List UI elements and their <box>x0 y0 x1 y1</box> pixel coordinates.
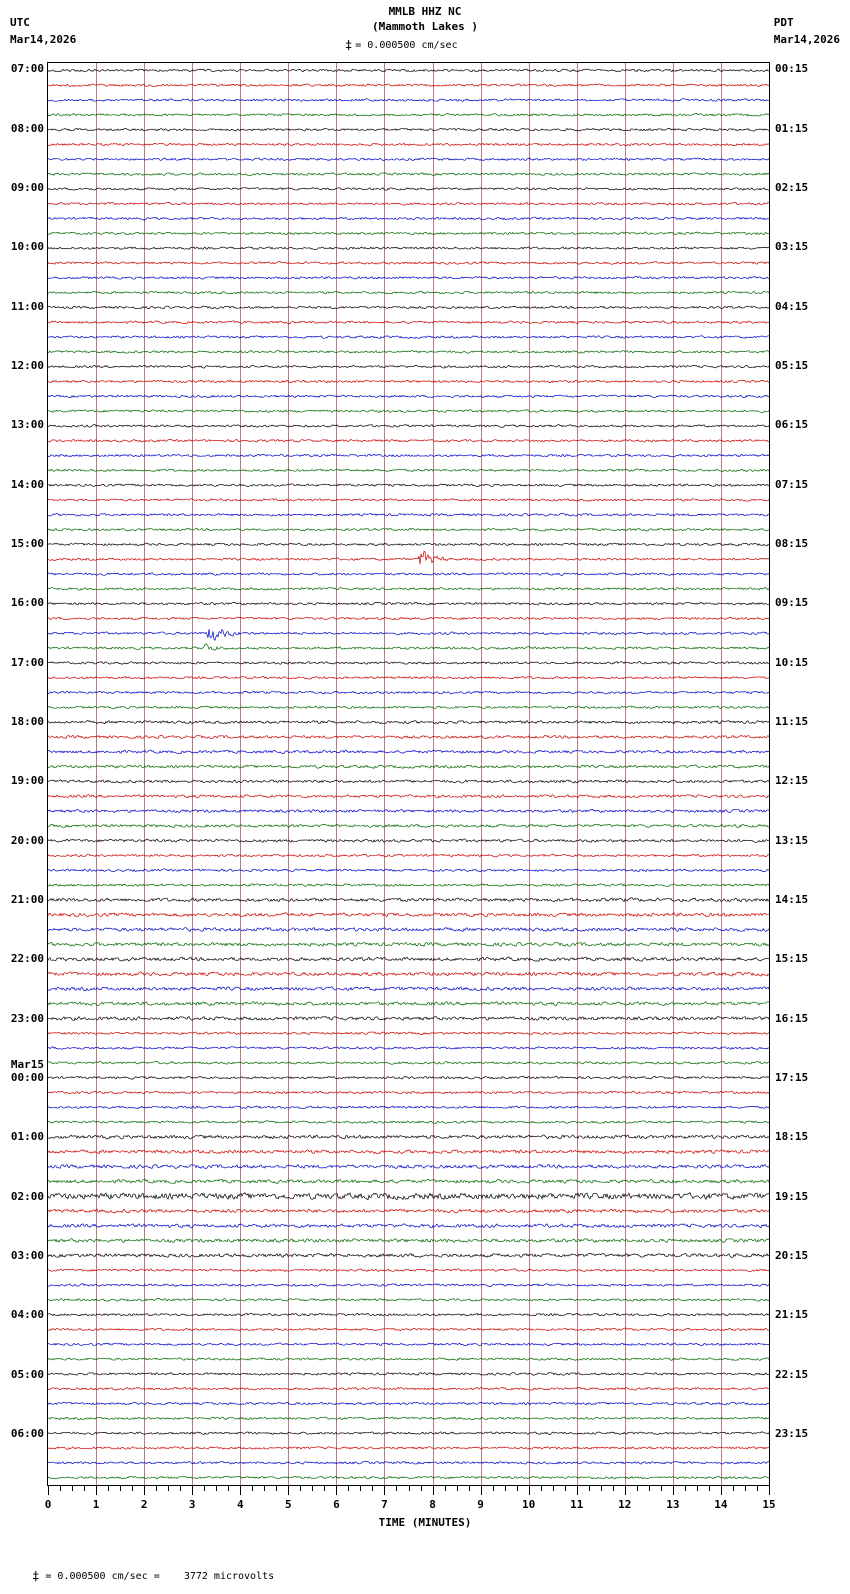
left-time-label: 05:00 <box>10 1367 44 1381</box>
x-axis-minor-tick <box>156 1486 157 1491</box>
seismic-traces <box>48 63 769 1485</box>
x-axis-tick-label: 10 <box>522 1498 536 1511</box>
x-axis-tick-label: 11 <box>570 1498 584 1511</box>
trace-line <box>48 202 769 205</box>
x-axis-minor-tick <box>120 1486 121 1491</box>
x-axis-major-tick <box>577 1486 578 1495</box>
trace-line <box>48 484 769 487</box>
station-title: MMLB HHZ NC <box>388 5 462 18</box>
trace-line <box>48 765 769 768</box>
left-time-label: 00:00 <box>10 1071 44 1085</box>
x-axis-minor-tick <box>300 1486 301 1491</box>
left-time-label: 06:00 <box>10 1427 44 1441</box>
x-axis-major-tick <box>144 1486 145 1495</box>
trace-line <box>48 113 769 116</box>
trace-line <box>48 543 769 546</box>
trace-line <box>48 1179 769 1183</box>
trace-line <box>48 1284 769 1287</box>
scale-legend-text: = 0.000500 cm/sec <box>355 40 458 51</box>
x-axis-major-tick <box>240 1486 241 1495</box>
trace-line <box>48 1328 769 1331</box>
left-time-label: 22:00 <box>10 952 44 966</box>
trace-line <box>48 439 769 442</box>
trace-line <box>48 1373 769 1376</box>
header-title-block <box>0 4 850 34</box>
x-axis-minor-tick <box>372 1486 373 1491</box>
trace-line <box>48 1164 769 1168</box>
left-time-label: 18:00 <box>10 715 44 729</box>
trace-line <box>48 629 769 640</box>
trace-line <box>48 928 769 932</box>
left-time-label: 01:00 <box>10 1130 44 1144</box>
x-axis-major-tick <box>336 1486 337 1495</box>
right-time-label: 18:15 <box>775 1130 809 1144</box>
trace-line <box>48 1002 769 1006</box>
left-time-label: 13:00 <box>10 418 44 432</box>
trace-line <box>48 1239 769 1243</box>
right-time-label: 07:15 <box>775 477 809 491</box>
right-time-label: 01:15 <box>775 121 809 135</box>
left-time-label: 10:00 <box>10 240 44 254</box>
trace-line <box>48 1476 769 1479</box>
x-axis-minor-tick <box>613 1486 614 1491</box>
trace-line <box>48 1417 769 1420</box>
trace-line <box>48 602 769 605</box>
trace-line <box>48 721 769 724</box>
left-time-label: 16:00 <box>10 596 44 610</box>
x-axis-minor-tick <box>685 1486 686 1491</box>
x-axis-minor-tick <box>228 1486 229 1491</box>
trace-line <box>48 1091 769 1094</box>
trace-line <box>48 425 769 428</box>
x-axis-minor-tick <box>216 1486 217 1491</box>
trace-line <box>48 1047 769 1050</box>
x-axis-minor-tick <box>348 1486 349 1491</box>
footer-scale-note <box>8 1558 274 1594</box>
x-axis-major-tick <box>288 1486 289 1495</box>
trace-line <box>48 839 769 842</box>
x-axis-minor-tick <box>168 1486 169 1491</box>
x-axis-minor-tick <box>252 1486 253 1491</box>
x-axis-minor-tick <box>84 1486 85 1491</box>
x-axis-minor-tick <box>276 1486 277 1491</box>
trace-line <box>48 143 769 146</box>
x-axis-title: TIME (MINUTES) <box>378 1516 472 1529</box>
trace-line <box>48 1135 769 1139</box>
x-axis-major-tick <box>673 1486 674 1495</box>
trace-line <box>48 551 769 564</box>
right-time-label: 14:15 <box>775 893 809 907</box>
trace-line <box>48 706 769 709</box>
x-axis-minor-tick <box>72 1486 73 1491</box>
x-axis-minor-tick <box>108 1486 109 1491</box>
trace-line <box>48 1061 769 1064</box>
x-axis-major-tick <box>529 1486 530 1495</box>
trace-line <box>48 1387 769 1390</box>
trace-line <box>48 588 769 591</box>
trace-line <box>48 262 769 265</box>
left-time-label: 09:00 <box>10 181 44 195</box>
trace-line <box>48 573 769 576</box>
x-axis-tick-label: 12 <box>618 1498 632 1511</box>
trace-line <box>48 513 769 516</box>
trace-line <box>48 1358 769 1361</box>
trace-line <box>48 750 769 754</box>
x-axis-major-tick <box>384 1486 385 1495</box>
x-axis-tick-label: 1 <box>92 1498 100 1511</box>
trace-line <box>48 454 769 457</box>
trace-line <box>48 824 769 827</box>
header-right-date: Mar14,2026 <box>773 33 840 46</box>
x-axis-major-tick <box>481 1486 482 1495</box>
left-time-label: 14:00 <box>10 477 44 491</box>
trace-line <box>48 410 769 413</box>
x-axis-minor-tick <box>445 1486 446 1491</box>
x-axis-minor-tick <box>469 1486 470 1491</box>
left-time-label: 15:00 <box>10 537 44 551</box>
trace-line <box>48 380 769 383</box>
x-axis-major-tick <box>48 1486 49 1495</box>
x-axis-minor-tick <box>60 1486 61 1491</box>
trace-line <box>48 247 769 250</box>
x-axis-minor-tick <box>421 1486 422 1491</box>
trace-line <box>48 365 769 368</box>
trace-line <box>48 1253 769 1257</box>
right-time-label: 19:15 <box>775 1189 809 1203</box>
trace-line <box>48 1076 769 1079</box>
trace-line <box>48 898 769 902</box>
x-axis-minor-tick <box>204 1486 205 1491</box>
trace-line <box>48 795 769 798</box>
trace-line <box>48 1193 769 1200</box>
header-right-timezone: PDT <box>773 16 794 29</box>
x-axis-tick-label: 8 <box>429 1498 436 1511</box>
right-time-label: 05:15 <box>775 359 809 373</box>
right-time-label: 13:15 <box>775 833 809 847</box>
trace-line <box>48 528 769 531</box>
right-time-label: 12:15 <box>775 774 809 788</box>
scale-bar-icon: ‡ <box>345 38 353 52</box>
x-axis-minor-tick <box>649 1486 650 1491</box>
trace-line <box>48 942 769 946</box>
trace-line <box>48 173 769 176</box>
x-axis-major-tick <box>96 1486 97 1495</box>
x-axis-tick-label: 9 <box>477 1498 484 1511</box>
trace-line <box>48 957 769 961</box>
x-axis-minor-tick <box>493 1486 494 1491</box>
trace-line <box>48 691 769 694</box>
trace-line <box>48 735 769 738</box>
x-axis-major-tick <box>625 1486 626 1495</box>
trace-line <box>48 1269 769 1272</box>
right-time-label: 04:15 <box>775 299 809 313</box>
station-location: (Mammoth Lakes ) <box>372 20 478 33</box>
x-axis-tick-label: 14 <box>714 1498 728 1511</box>
right-time-label: 08:15 <box>775 537 809 551</box>
right-time-label: 03:15 <box>775 240 809 254</box>
trace-line <box>48 1224 769 1228</box>
trace-line <box>48 1447 769 1450</box>
right-time-label: 00:15 <box>775 62 809 76</box>
trace-line <box>48 1343 769 1346</box>
left-time-label: 23:00 <box>10 1011 44 1025</box>
trace-line <box>48 469 769 472</box>
trace-line <box>48 676 769 679</box>
x-axis-tick-label: 3 <box>188 1498 196 1511</box>
x-axis-tick-label: 15 <box>762 1498 776 1511</box>
x-axis-minor-tick <box>180 1486 181 1491</box>
x-axis-ticks <box>47 1486 770 1498</box>
x-axis-minor-tick <box>637 1486 638 1491</box>
trace-line <box>48 128 769 131</box>
trace-line <box>48 1432 769 1435</box>
trace-line <box>48 913 769 917</box>
trace-line <box>48 972 769 976</box>
x-axis-minor-tick <box>745 1486 746 1491</box>
scale-legend <box>345 38 458 52</box>
header-left-date: Mar14,2026 <box>10 33 77 46</box>
x-axis-tick-label: 0 <box>44 1498 52 1511</box>
x-axis-minor-tick <box>553 1486 554 1491</box>
left-date-marker: Mar15 <box>10 1058 44 1072</box>
x-axis-tick-label: 7 <box>381 1498 388 1511</box>
right-time-label: 21:15 <box>775 1308 809 1322</box>
footer-scale-text: = 0.000500 cm/sec = 3772 microvolts <box>45 1571 275 1582</box>
trace-line <box>48 1313 769 1316</box>
trace-line <box>48 644 769 650</box>
left-time-label: 08:00 <box>10 121 44 135</box>
right-time-label: 16:15 <box>775 1011 809 1025</box>
x-axis-minor-tick <box>517 1486 518 1491</box>
x-axis-minor-tick <box>409 1486 410 1491</box>
left-time-label: 21:00 <box>10 893 44 907</box>
x-axis-tick-label: 2 <box>140 1498 148 1511</box>
right-time-label: 17:15 <box>775 1071 809 1085</box>
trace-line <box>48 499 769 502</box>
x-axis-major-tick <box>721 1486 722 1495</box>
trace-line <box>48 1209 769 1213</box>
trace-line <box>48 1121 769 1124</box>
left-time-label: 20:00 <box>10 833 44 847</box>
right-time-label: 11:15 <box>775 715 809 729</box>
trace-line <box>48 217 769 220</box>
trace-line <box>48 69 769 72</box>
trace-line <box>48 1298 769 1301</box>
trace-line <box>48 1032 769 1035</box>
x-axis-minor-tick <box>601 1486 602 1491</box>
trace-line <box>48 321 769 324</box>
left-time-label: 02:00 <box>10 1189 44 1203</box>
trace-line <box>48 336 769 339</box>
trace-line <box>48 1461 769 1464</box>
x-axis-minor-tick <box>324 1486 325 1491</box>
x-axis-tick-label: 5 <box>285 1498 292 1511</box>
header-left-timezone: UTC <box>10 16 30 29</box>
right-time-label: 09:15 <box>775 596 809 610</box>
left-time-label: 11:00 <box>10 299 44 313</box>
x-axis-minor-tick <box>396 1486 397 1491</box>
trace-line <box>48 351 769 354</box>
trace-line <box>48 1402 769 1405</box>
x-axis-minor-tick <box>457 1486 458 1491</box>
right-time-label: 22:15 <box>775 1367 809 1381</box>
left-time-label: 17:00 <box>10 655 44 669</box>
header-right-timezone-block <box>774 14 840 48</box>
right-time-label: 10:15 <box>775 655 809 669</box>
x-axis-minor-tick <box>589 1486 590 1491</box>
helicorder-plot <box>47 62 770 1486</box>
x-axis-major-tick <box>192 1486 193 1495</box>
left-time-label: 04:00 <box>10 1308 44 1322</box>
right-time-label: 06:15 <box>775 418 809 432</box>
trace-line <box>48 1106 769 1109</box>
trace-line <box>48 869 769 872</box>
trace-line <box>48 276 769 279</box>
right-time-label: 20:15 <box>775 1249 809 1263</box>
x-axis-minor-tick <box>733 1486 734 1491</box>
x-axis-minor-tick <box>565 1486 566 1491</box>
x-axis-minor-tick <box>697 1486 698 1491</box>
x-axis-minor-tick <box>312 1486 313 1491</box>
x-axis-minor-tick <box>505 1486 506 1491</box>
trace-line <box>48 1150 769 1154</box>
trace-line <box>48 306 769 309</box>
trace-line <box>48 158 769 161</box>
x-axis-minor-tick <box>757 1486 758 1491</box>
x-axis-minor-tick <box>661 1486 662 1491</box>
x-axis-minor-tick <box>264 1486 265 1491</box>
right-time-label: 23:15 <box>775 1427 809 1441</box>
x-axis-minor-tick <box>541 1486 542 1491</box>
trace-line <box>48 395 769 398</box>
x-axis-major-tick <box>769 1486 770 1495</box>
trace-line <box>48 188 769 191</box>
trace-line <box>48 662 769 665</box>
trace-line <box>48 232 769 235</box>
trace-line <box>48 780 769 783</box>
left-time-label: 12:00 <box>10 359 44 373</box>
left-time-label: 19:00 <box>10 774 44 788</box>
x-axis-tick-label: 4 <box>236 1498 244 1511</box>
left-time-label: 03:00 <box>10 1249 44 1263</box>
trace-line <box>48 987 769 991</box>
x-axis-tick-label: 6 <box>333 1498 340 1511</box>
left-time-label: 07:00 <box>10 62 44 76</box>
right-time-label: 02:15 <box>775 181 809 195</box>
x-axis-minor-tick <box>360 1486 361 1491</box>
trace-line <box>48 291 769 294</box>
trace-line <box>48 84 769 87</box>
trace-line <box>48 854 769 857</box>
x-axis-tick-label: 13 <box>666 1498 680 1511</box>
x-axis-major-tick <box>433 1486 434 1495</box>
x-axis-minor-tick <box>132 1486 133 1491</box>
trace-line <box>48 809 769 812</box>
trace-line <box>48 617 769 620</box>
trace-line <box>48 99 769 102</box>
trace-line <box>48 884 769 887</box>
right-time-label: 15:15 <box>775 952 809 966</box>
x-axis-minor-tick <box>709 1486 710 1491</box>
footer-scale-icon: ‡ <box>32 1569 40 1583</box>
trace-line <box>48 1016 769 1020</box>
